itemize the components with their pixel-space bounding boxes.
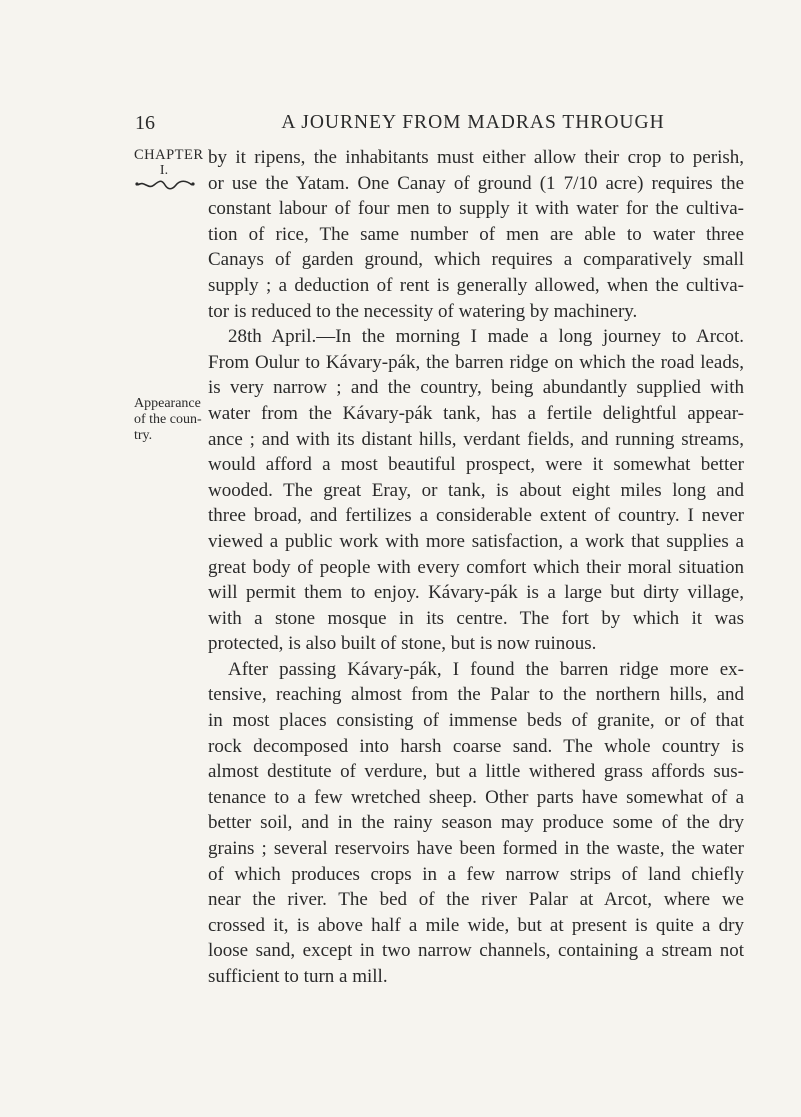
text-line: tenance to a few wretched sheep. Other parts have somewhat of a xyxy=(208,786,744,808)
text-line: wooded. The great Eray, or tank, is about eight miles long and xyxy=(208,479,744,501)
margin-note-line: of the coun- xyxy=(134,412,202,427)
text-line: almost destitute of verdure, but a little withered grass affords sus- xyxy=(208,761,744,783)
text-line: Canays of garden ground, which requires a comparatively small xyxy=(208,249,744,271)
margin-note-line: try. xyxy=(134,428,153,443)
text-line: better soil, and in the rainy season may produce some of the dry xyxy=(208,812,744,834)
text-line: tor is reduced to the necessity of watering by machinery. xyxy=(208,300,638,322)
text-line: rock decomposed into harsh coarse sand. The whole country is xyxy=(208,735,744,757)
text-line: tion of rice, The same number of men are able to water three xyxy=(208,223,744,245)
text-line: constant labour of four men to supply it with water for the cultiva- xyxy=(208,198,744,220)
text-line: water from the Kávary-pák tank, has a fertile delightful appear- xyxy=(208,402,744,424)
chapter-marker xyxy=(134,147,204,191)
chapter-label: CHAPTER xyxy=(134,147,204,163)
text-line: of which produces crops in a few narrow strips of land chiefly xyxy=(208,863,744,885)
text-line: by it ripens, the inhabitants must either allow their crop to perish, xyxy=(208,147,744,168)
text-line: is very narrow ; and the country, being abundantly supplied with xyxy=(208,377,744,399)
text-line: near the river. The bed of the river Palar at Arcot, where we xyxy=(208,889,744,911)
text-line: viewed a public work with more satisfaction, a work that supplies a xyxy=(208,530,744,552)
margin-note xyxy=(134,396,210,444)
text-line: sufficient to turn a mill. xyxy=(208,966,388,987)
margin-note-line: Appearance xyxy=(134,396,201,411)
text-line: or use the Yatam. One Canay of ground (1 7/10 acre) requires the xyxy=(208,172,744,194)
text-line: crossed it, is above half a mile wide, but at present is quite a dry xyxy=(208,914,744,936)
text-line: in most places consisting of immense beds of granite, or of that xyxy=(208,710,744,732)
text-line: with a stone mosque in its centre. The fort by which it was xyxy=(208,607,744,629)
text-line: After passing Kávary-pák, I found the barren ridge more ex- xyxy=(228,658,744,680)
running-title: A JOURNEY FROM MADRAS THROUGH xyxy=(281,112,665,133)
text-line: would afford a most beautiful prospect, were it somewhat better xyxy=(208,454,744,476)
text-line: tensive, reaching almost from the Palar to the northern hills, and xyxy=(208,684,744,706)
flourish-ornament-icon xyxy=(134,179,196,191)
text-line: From Oulur to Kávary-pák, the barren ridge on which the road leads, xyxy=(208,351,744,373)
text-line: three broad, and fertilizes a considerable extent of country. I never xyxy=(208,505,744,527)
body-text xyxy=(208,145,744,990)
text-line: will permit them to enjoy. Kávary-pák is a large but dirty village, xyxy=(208,582,744,604)
text-line: grains ; several reservoirs have been formed in the waste, the water xyxy=(208,838,744,860)
chapter-number: I. xyxy=(159,163,169,178)
text-line: ance ; and with its distant hills, verdant fields, and running streams, xyxy=(208,428,744,450)
text-line: loose sand, except in two narrow channels, containing a stream not xyxy=(208,940,744,962)
text-line: great body of people with every comfort which their moral situation xyxy=(208,556,744,578)
page-number: 16 xyxy=(135,112,155,134)
text-line: protected, is also built of stone, but is now ruinous. xyxy=(208,633,597,655)
text-line: supply ; a deduction of rent is generally allowed, when the cultiva- xyxy=(208,274,744,296)
page-header xyxy=(0,112,801,142)
text-line: 28th April.—In the morning I made a long journey to Arcot. xyxy=(228,326,744,348)
